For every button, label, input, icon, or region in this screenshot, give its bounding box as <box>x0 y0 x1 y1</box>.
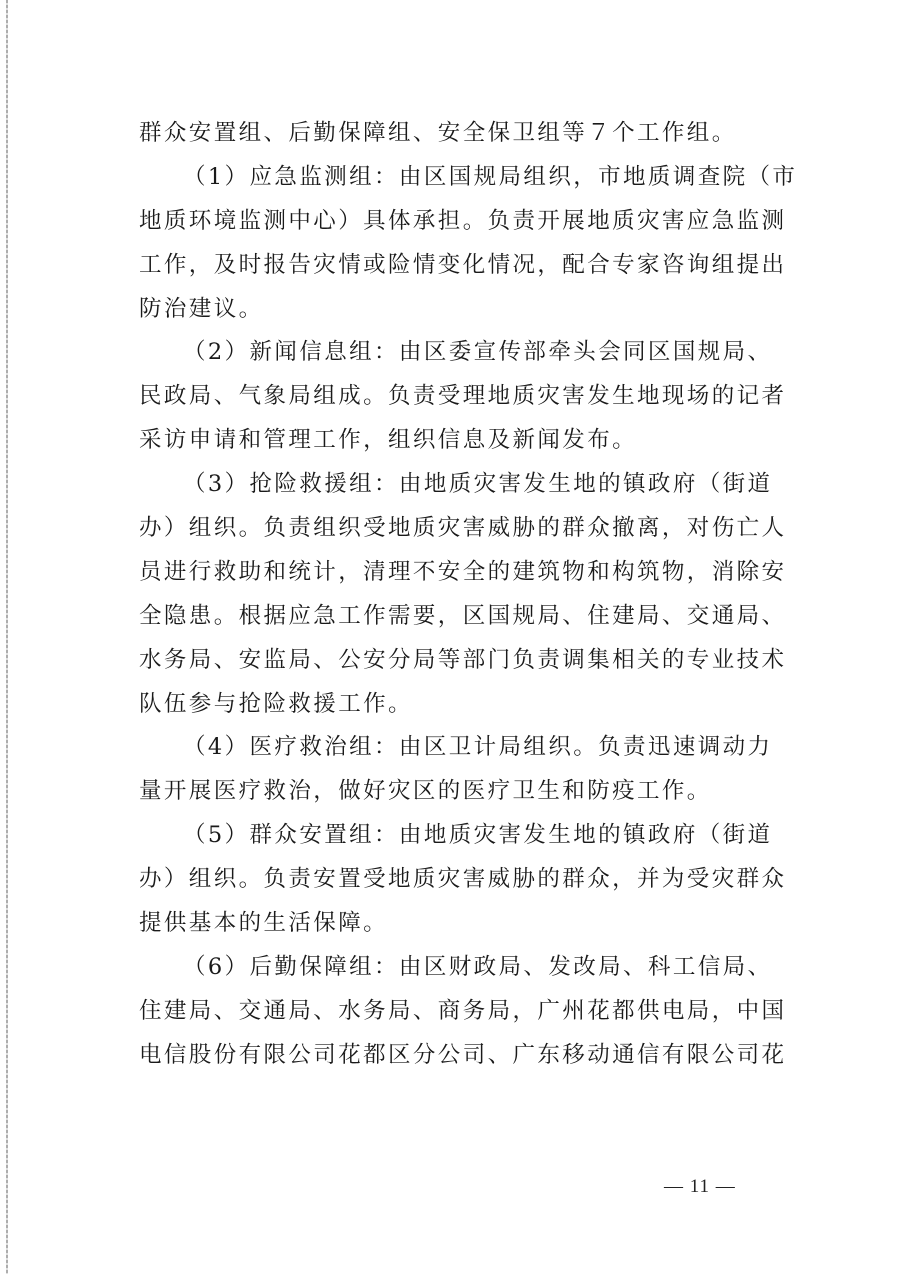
paragraph-line-news-group: （2）新闻信息组：由区委宣传部牵头会同区国规局、 <box>183 339 773 366</box>
text-line: 民政局、气象局组成。负责受理地质灾害发生地现场的记者 <box>139 383 787 410</box>
text-line: 住建局、交通局、水务局、商务局，广州花都供电局，中国 <box>139 997 787 1024</box>
paragraph-line-monitoring-group: （1）应急监测组：由区国规局组织，市地质调查院（市 <box>183 163 798 190</box>
text-line: 量开展医疗救治，做好灾区的医疗卫生和防疫工作。 <box>139 778 712 805</box>
text-line: 办）组织。负责安置受地质灾害威胁的群众，并为受灾群众 <box>139 866 787 893</box>
text-line: 队伍参与抢险救援工作。 <box>139 690 413 717</box>
document-body <box>139 112 798 1078</box>
page-number: — 11 — <box>664 1176 736 1197</box>
paragraph-line-resettlement-group: （5）群众安置组：由地质灾害发生地的镇政府（街道 <box>183 822 773 849</box>
text-line: 地质环境监测中心）具体承担。负责开展地质灾害应急监测 <box>139 207 787 234</box>
text-line: 员进行救助和统计，清理不安全的建筑物和构筑物，消除安 <box>139 558 787 585</box>
text-line: 全隐患。根据应急工作需要，区国规局、住建局、交通局、 <box>139 602 787 629</box>
scan-binding-edge <box>6 0 8 1274</box>
text-line: 提供基本的生活保障。 <box>139 910 389 937</box>
text-line: 采访申请和管理工作，组织信息及新闻发布。 <box>139 427 638 454</box>
paragraph-line-rescue-group: （3）抢险救援组：由地质灾害发生地的镇政府（街道 <box>183 471 773 498</box>
paragraph-line-logistics-group: （6）后勤保障组：由区财政局、发改局、科工信局、 <box>183 953 773 980</box>
text-line: 工作，及时报告灾情或险情变化情况，配合专家咨询组提出 <box>139 251 787 278</box>
text-line: 群众安置组、后勤保障组、安全保卫组等７个工作组。 <box>139 120 737 146</box>
text-line: 电信股份有限公司花都区分公司、广东移动通信有限公司花 <box>139 1041 787 1068</box>
paragraph-line-medical-group: （4）医疗救治组：由区卫计局组织。负责迅速调动力 <box>183 734 773 761</box>
text-line: 防治建议。 <box>139 295 264 322</box>
text-line: 水务局、安监局、公安分局等部门负责调集相关的专业技术 <box>139 646 787 673</box>
text-line: 办）组织。负责组织受地质灾害威胁的群众撤离，对伤亡人 <box>139 515 787 542</box>
